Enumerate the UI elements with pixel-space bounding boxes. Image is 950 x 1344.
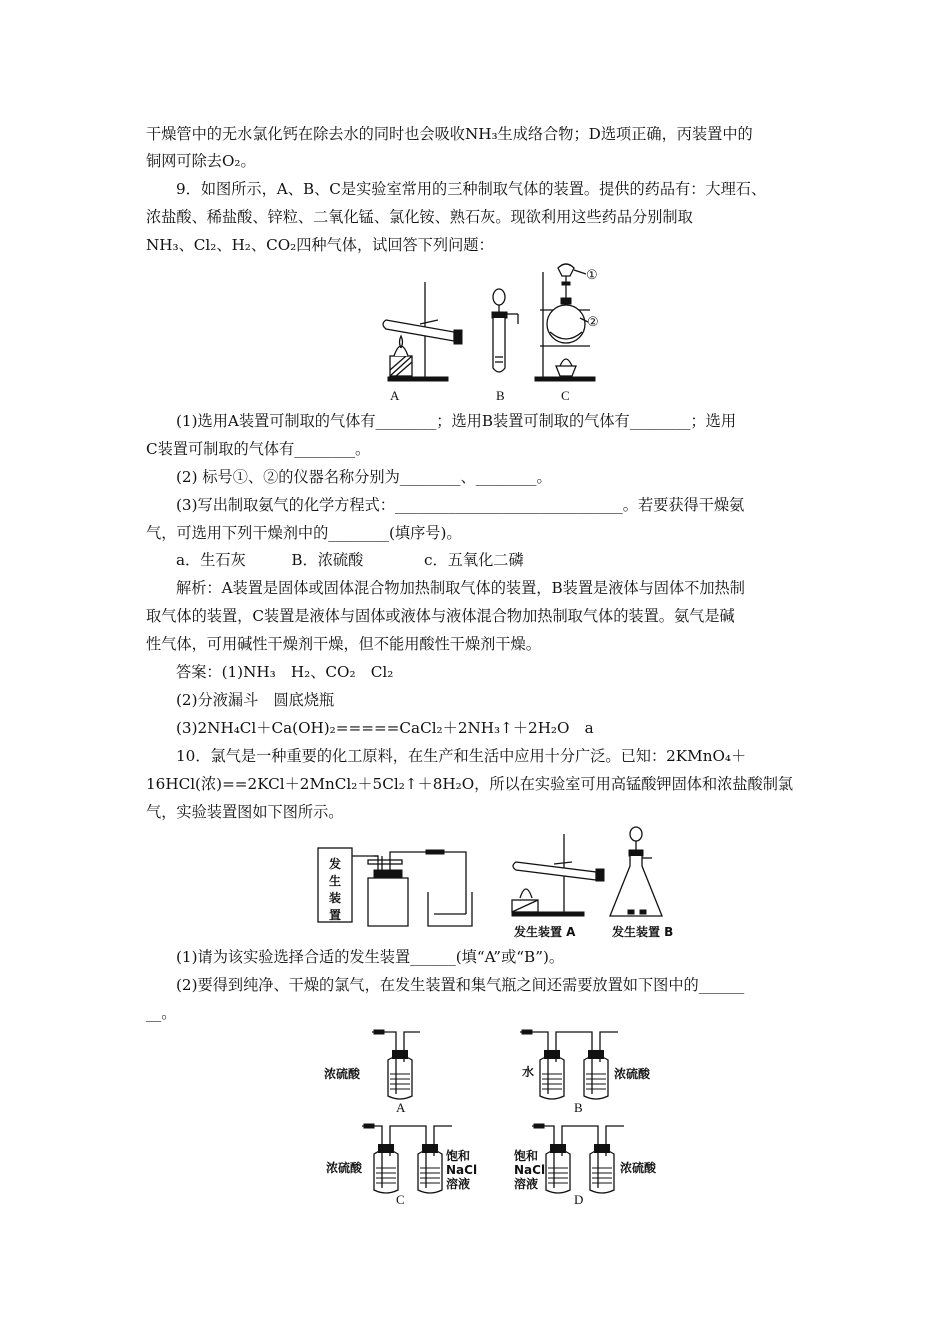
answer-equation: (3)2NH₄Cl＋Ca(OH)₂=====CaCl₂＋2NH₃↑＋2H₂O a xyxy=(176,719,594,737)
bottle-set-d xyxy=(532,1124,624,1193)
question-9-part-3: (3)写出制取氨气的化学方程式：______________________________。若要获得干燥氨 xyxy=(176,496,745,514)
question-10-line: 10．氯气是一种重要的化工原料，在生产和生活中应用十分广泛。已知：2KMnO₄＋ xyxy=(176,747,747,765)
question-9-part-1: (1)选用A装置可制取的气体有________；选用B装置可制取的气体有________；选用 xyxy=(176,412,737,430)
text-line: NH₃、Cl₂、H₂、CO₂四种气体，试回答下列问题： xyxy=(146,236,494,254)
apparatus-a xyxy=(383,282,462,381)
bottle-a-left-label: 浓硫酸 xyxy=(324,1067,361,1081)
question-9-part-2: (2) 标号①、②的仪器名称分别为________、________。 xyxy=(176,468,552,486)
bottle-a-label: A xyxy=(396,1100,406,1115)
bottle-set-b xyxy=(520,1030,618,1099)
text-line: 16HCl(浓)==2KCl＋2MnCl₂＋5Cl₂↑＋8H₂O，所以在实验室可用高锰酸钾固体和浓盐酸制氯 xyxy=(146,775,794,793)
marker-1: ① xyxy=(586,267,598,282)
setup-a-label: 发生装置 A xyxy=(514,925,576,939)
question-10-part-1: (1)请为该实验选择合适的发生装置______(填“A”或“B”)。 xyxy=(176,948,565,966)
bottle-d-right-label: 浓硫酸 xyxy=(620,1161,657,1175)
apparatus-b xyxy=(492,289,518,372)
label-c: C xyxy=(561,388,570,403)
text-line: __。 xyxy=(146,1004,177,1022)
generator-box-label: 发生装置 xyxy=(328,857,342,922)
text-line: 气，可选用下列干燥剂中的________(填序号)。 xyxy=(146,524,462,542)
question-10-part-2: (2)要得到纯净、干燥的氯气，在发生装置和集气瓶之间还需要放置如下图中的______ xyxy=(176,976,745,994)
text-line: 浓盐酸、稀盐酸、锌粒、二氧化锰、氯化铵、熟石灰。现欲利用这些药品分别制取 xyxy=(146,208,693,226)
answer-line: 答案：(1)NH₃ H₂、CO₂ Cl₂ xyxy=(176,663,394,681)
label-b: B xyxy=(496,388,505,403)
text-line: 气，实验装置图如下图所示。 xyxy=(146,803,344,821)
bottle-c-label: C xyxy=(396,1192,405,1206)
text-line: 取气体的装置，C装置是液体与固体或液体与液体混合物加热制取气体的装置。氨气是碱 xyxy=(146,607,735,625)
bottle-b-label: B xyxy=(574,1100,583,1115)
bottle-c-left-label: 浓硫酸 xyxy=(326,1161,363,1175)
answer-options: a．生石灰 B．浓硫酸 c．五氧化二磷 xyxy=(176,551,524,569)
chlorine-setup-figure xyxy=(316,826,696,944)
text-line: C装置可制取的气体有________。 xyxy=(146,440,371,458)
bottle-set-c xyxy=(362,1124,452,1193)
bottle-b-right-label: 浓硫酸 xyxy=(614,1067,651,1081)
setup-b-label: 发生装置 B xyxy=(612,925,674,939)
bottle-c-right-label: 饱和 NaCl 溶液 xyxy=(446,1149,478,1191)
apparatus-figure-abc xyxy=(380,262,620,404)
text-line: 干燥管中的无水氯化钙在除去水的同时也会吸收NH₃生成络合物；D选项正确，丙装置中的 xyxy=(146,125,753,143)
washing-bottles-figure xyxy=(322,1028,668,1206)
answer-line: (2)分液漏斗 圆底烧瓶 xyxy=(176,691,335,709)
bottle-d-left-label: 饱和 NaCl 溶液 xyxy=(514,1149,546,1191)
bottle-b-left-label: 水 xyxy=(522,1065,535,1079)
label-a: A xyxy=(390,388,400,403)
question-9-line: 9．如图所示，A、B、C是实验室常用的三种制取气体的装置。提供的药品有：大理石、 xyxy=(176,180,767,198)
bottle-set-a xyxy=(372,1030,420,1099)
text-line: 铜网可除去O₂。 xyxy=(146,152,256,170)
bottle-d-label: D xyxy=(574,1192,584,1206)
text-line: 性气体，可用碱性干燥剂干燥，但不能用酸性干燥剂干燥。 xyxy=(146,635,541,653)
marker-2: ② xyxy=(587,314,599,329)
analysis-line: 解析：A装置是固体或固体混合物加热制取气体的装置，B装置是液体与固体不加热制 xyxy=(176,579,745,597)
